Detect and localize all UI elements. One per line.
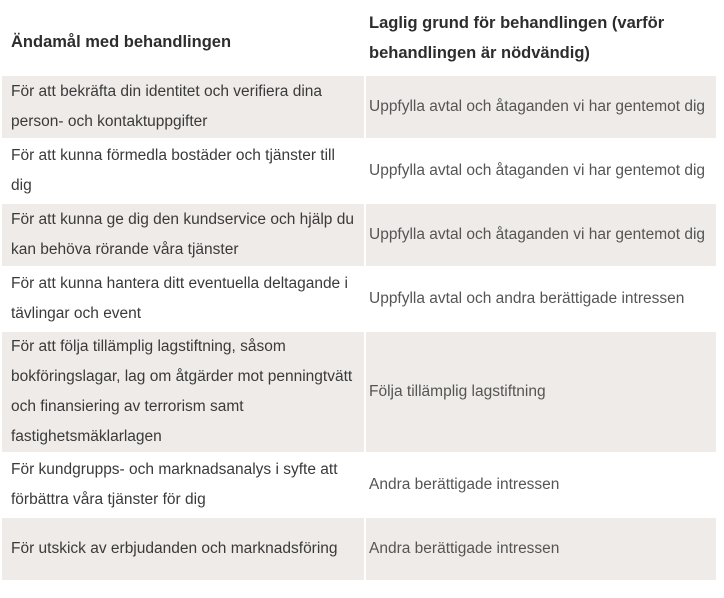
legal-basis-cell: Uppfylla avtal och åtaganden vi har gentemot dig	[369, 162, 706, 179]
header-legal-basis: Laglig grund för behandlingen (varför behandlingen är nödvändig)	[369, 14, 665, 62]
table-row	[0, 332, 724, 452]
legal-basis-cell: Andra berättigade intressen	[369, 476, 560, 493]
table-row	[0, 76, 724, 138]
header-purpose: Ändamål med behandlingen	[11, 33, 232, 51]
legal-basis-cell: Uppfylla avtal och åtaganden vi har gentemot dig	[366, 76, 716, 138]
purpose-cell: För att kunna förmedla bostäder och tjänster till dig	[11, 147, 335, 194]
purpose-cell: För utskick av erbjudanden och marknadsföring	[2, 518, 364, 580]
purpose-cell: För att kunna ge dig den kundservice och hjälp du kan behöva rörande våra tjänster	[2, 204, 364, 266]
table-row	[0, 454, 724, 516]
purpose-cell: För att bekräfta din identitet och verifiera dina person- och kontaktuppgifter	[2, 76, 364, 138]
table-row	[0, 204, 724, 266]
purpose-cell: För kundgrupps- och marknadsanalys i syfte att förbättra våra tjänster för dig	[11, 461, 338, 508]
table-row	[0, 518, 724, 580]
table-row	[0, 140, 724, 202]
legal-basis-cell: Följa tillämplig lagstiftning	[366, 332, 716, 452]
purpose-cell: För att kunna hantera ditt eventuella deltagande i tävlingar och event	[11, 275, 348, 322]
table-row	[0, 268, 724, 330]
legal-basis-cell: Uppfylla avtal och andra berättigade intressen	[369, 290, 685, 307]
legal-basis-cell: Andra berättigade intressen	[366, 518, 716, 580]
purpose-cell: För att följa tillämplig lagstiftning, såsom bokföringslagar, lag om åtgärder mot penningtvätt och finansiering av terrorism samt fastighetsmäklarlagen	[2, 332, 364, 452]
table-header	[0, 0, 724, 76]
legal-basis-cell: Uppfylla avtal och åtaganden vi har gentemot dig	[366, 204, 716, 266]
